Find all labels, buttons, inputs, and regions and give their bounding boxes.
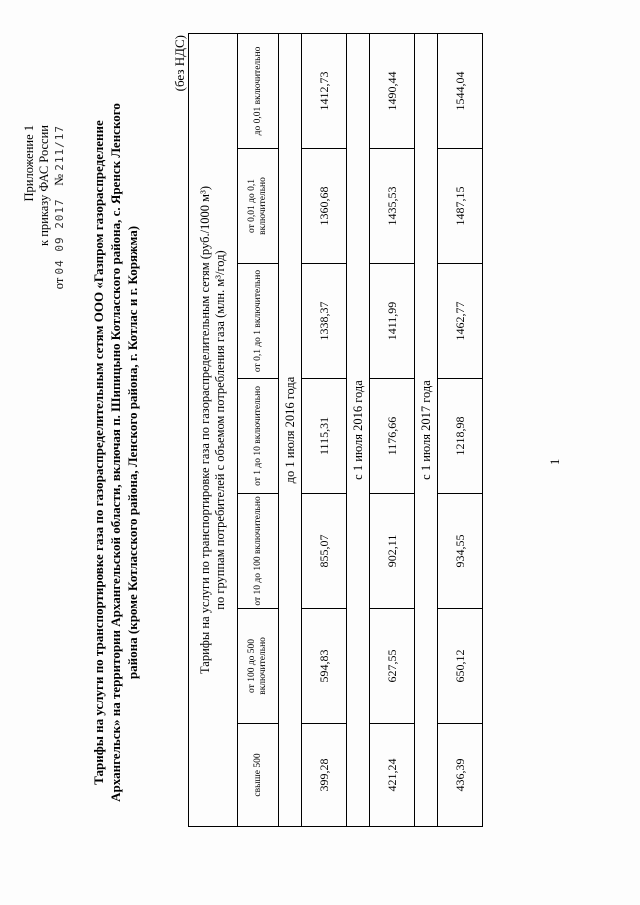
caption-line-1: Тарифы на услуги по транспортировке газа по газораспределительным сетям (руб./1000 м³) <box>198 185 212 675</box>
column-header: от 0,01 до 0,1 включительно <box>238 149 279 264</box>
tariff-cell: 1176,66 <box>370 378 415 493</box>
tariff-cell: 1411,99 <box>370 263 415 378</box>
tariff-cell: 1115,31 <box>302 378 347 493</box>
number-prefix: № <box>52 173 66 186</box>
column-header: от 0,1 до 1 включительно <box>238 263 279 378</box>
table-row <box>438 34 483 827</box>
appendix-date-number <box>52 125 67 305</box>
tariff-cell: 594,83 <box>302 608 347 723</box>
tariff-table <box>188 33 483 827</box>
appendix-order-ref: к приказу ФАС России <box>37 125 51 246</box>
tariff-cell: 934,55 <box>438 493 483 608</box>
page-number: 1 <box>548 458 562 465</box>
tariff-cell: 1360,68 <box>302 149 347 264</box>
period-label: с 1 июля 2016 года <box>347 34 370 827</box>
tariff-cell: 1435,53 <box>370 149 415 264</box>
tariff-cell: 436,39 <box>438 723 483 826</box>
tariff-cell: 399,28 <box>302 723 347 826</box>
column-header: от 1 до 10 включительно <box>238 378 279 493</box>
tariff-cell: 1490,44 <box>370 34 415 149</box>
column-header: от 10 до 100 включительно <box>238 493 279 608</box>
column-header-row <box>238 34 279 827</box>
tariff-cell: 1462,77 <box>438 263 483 378</box>
table-caption <box>189 34 238 827</box>
tariff-cell: 1218,98 <box>438 378 483 493</box>
period-label: с 1 июля 2017 года <box>415 34 438 827</box>
document-title: Тарифы на услуги по транспортировке газа по газораспределительным сетям ООО «Газпром газораспределение Архангельск» на территории Архангельской области, включая п. Шипицыно Котласского района, с. Яренск Ленского района (кроме Котласского района, Ленского района, г. Котлас и г. Коряжма) <box>91 103 140 802</box>
number-handwritten: 211/17 <box>53 125 66 171</box>
tariff-cell: 1338,37 <box>302 263 347 378</box>
tariff-cell: 1412,73 <box>302 34 347 149</box>
table-row <box>302 34 347 827</box>
appendix-title: Приложение 1 <box>22 125 36 202</box>
tariff-cell: 421,24 <box>370 723 415 826</box>
tariff-cell: 650,12 <box>438 608 483 723</box>
column-header: от 100 до 500 включительно <box>238 608 279 723</box>
caption-line-2: по группам потребителей с объемом потребления газа (млн. м³/год) <box>213 250 227 610</box>
table-row <box>370 34 415 827</box>
tariff-cell: 627,55 <box>370 608 415 723</box>
column-header: свыше 500 <box>238 723 279 826</box>
appendix-header <box>22 125 67 305</box>
vat-note: (без НДС) <box>172 35 187 92</box>
period-label: до 1 июля 2016 года <box>279 34 302 827</box>
tariff-cell: 855,07 <box>302 493 347 608</box>
tariff-cell: 1544,04 <box>438 34 483 149</box>
column-header: до 0,01 включительно <box>238 34 279 149</box>
date-handwritten: 04 09 2017 <box>53 198 66 275</box>
tariff-cell: 1487,15 <box>438 149 483 264</box>
date-prefix: от <box>52 277 66 290</box>
tariff-cell: 902,11 <box>370 493 415 608</box>
